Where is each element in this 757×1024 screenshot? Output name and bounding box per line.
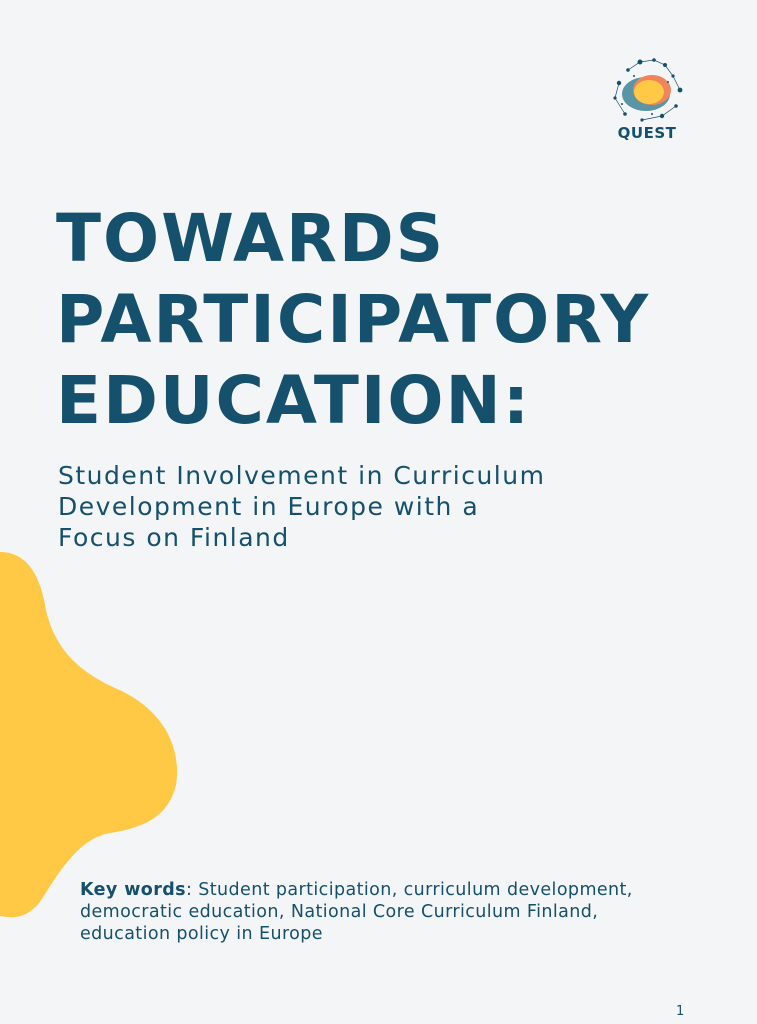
document-title: [56, 198, 650, 441]
title-line-1: TOWARDS: [56, 200, 446, 277]
keywords-text: Student participation, curriculum development, democratic education, National Core Curriculum Finland, education policy in Europe: [80, 880, 633, 944]
subtitle-line-1: Student Involvement in Curriculum: [58, 461, 546, 490]
title-line-2: PARTICIPATORY: [56, 281, 651, 358]
quest-logo: [604, 56, 690, 146]
quest-logo-text: QUEST: [617, 124, 677, 142]
document-subtitle: [58, 460, 545, 553]
page-number: 1: [676, 1004, 685, 1019]
keywords-separator: :: [186, 880, 199, 900]
quest-logo-icon: [610, 56, 686, 126]
subtitle-line-2: Development in Europe with a: [58, 492, 480, 521]
title-line-3: EDUCATION:: [56, 362, 532, 439]
keywords-label: Key words: [80, 880, 186, 900]
subtitle-line-3: Focus on Finland: [58, 523, 290, 552]
keywords-paragraph: [80, 879, 680, 945]
